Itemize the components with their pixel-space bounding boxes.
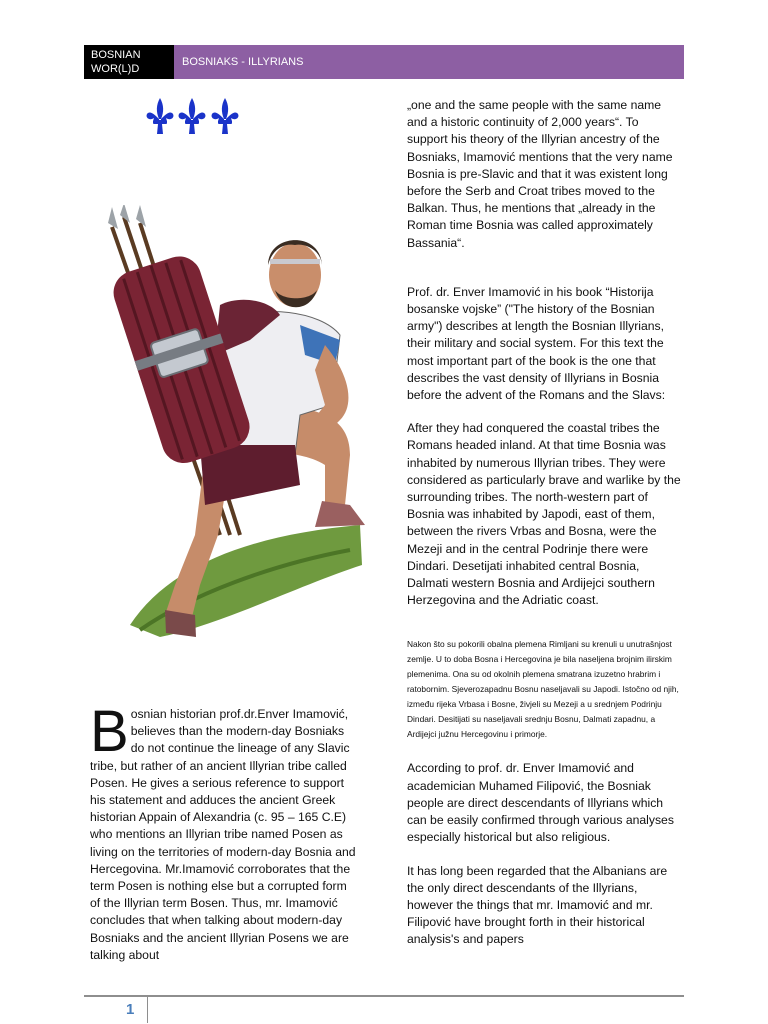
header-brand-line2: WOR(L)D — [91, 63, 140, 75]
paragraph-imamovic-book: Prof. dr. Enver Imamović in his book “Historija bosanske vojske” ("The history of the Bosnian army") describes at length the Bosnian Illyrians, their military and social system. For this text the most important part of the book is the one that describes the vast density of Illyrians in Bosnia before the advent of the Romans and the Slavs: — [407, 284, 666, 403]
illyrian-warrior-illustration — [100, 205, 370, 655]
header-brand — [84, 45, 174, 79]
footer-vertical-divider — [147, 997, 148, 1023]
header-title: BOSNIAKS - ILLYRIANS — [174, 45, 684, 79]
paragraph-posen-theory: osnian historian prof.dr.Enver Imamović, believes than the modern-day Bosniaks do not continue the lineage of any Slavic tribe, but rather of an ancient Illyrian tribe called Posen. He gives a serious reference to support his statement and adduces the ancient Greek historian Appain of Alexandria (c. 95 – 165 C.E) who mentions an Illyrian tribe named Posen as living on the territories of modern-day Bosnia and Hercegovina. Mr.Imamović corroborates that the term Posen is nothing else but a corrupted form of the Illyrian term Bosen. Thus, mr. Imamović concludes that when talking about modern-day Bosniaks and the ancient Illyrian Posens we are talking about — [90, 707, 356, 962]
right-text-column — [407, 97, 682, 949]
paragraph-bosnian-original: Nakon što su pokorili obalna plemena Rimljani su krenuli u unutrašnjost zemlje. U to doba Bosna i Hercegovina je bila naseljena brojnim ilirskim plemenima. Ona su od okolnih plemena smatrana izuzetno hrabrim i ratobornim. Sjeverozapadnu Bosnu naseljavali su Japodi. Istočno od njih, između rijeka Vrbasa i Bosne, živjeli su Mezeji a u srednjem Podrinju Dindari. Desitijati su naseljavali srednju Bosnu, Dalmati zapadnu, a Ardijejci južnu Hercegovinu i primorje. — [407, 639, 679, 740]
paragraph-roman-conquest: After they had conquered the coastal tribes the Romans headed inland. At that time Bosnia was inhabited by numerous Illyrian tribes. They were considered as particularly brave and warlike by the surrounding tribes. The north-western part of Bosnia was inhabited by Japodi, east of them, between the rivers Vrbas and Bosna, were the Mezeji and in the central Podrinje there were Dindari. Desetijati inhabited central Bosnia, Dalmati western Bosnia and Ardijejci southern Herzegovina and the Adriatic coast. — [407, 421, 681, 608]
left-text-column — [90, 699, 360, 964]
fleur-de-lis-icon — [177, 97, 207, 135]
paragraph-continuity: „one and the same people with the same name and a historic continuity of 2,000 years“. To support his theory of the Illyrian ancestry of the Bosniaks, Imamović mentions that the very name Bosnia is pre-Slavic and that it was existent long before the Serb and Croat tribes moved to the Balkan. Thus, he mentions that „already in the Roman time Bosnia was called approximately Bassania“. — [407, 98, 673, 250]
page-header — [84, 45, 684, 79]
paragraph-direct-descendants: According to prof. dr. Enver Imamović and academician Muhamed Filipović, the Bosniak people are direct descendants of Illyrians which can be easily confirmed through various analyses especially historical but also religious. — [407, 761, 674, 845]
footer-divider — [84, 995, 684, 997]
fleur-de-lis-icon — [145, 97, 175, 135]
page-number: 1 — [126, 1001, 135, 1018]
fleur-de-lis-icon — [210, 97, 240, 135]
drop-cap: B — [90, 699, 129, 764]
paragraph-albanians: It has long been regarded that the Albanians are the only direct descendants of the Illyrians, however the things that mr. Imamović and mr. Filipović have brought forth in their historical analysis's and papers — [407, 863, 668, 947]
header-brand-line1: BOSNIAN — [91, 49, 141, 61]
